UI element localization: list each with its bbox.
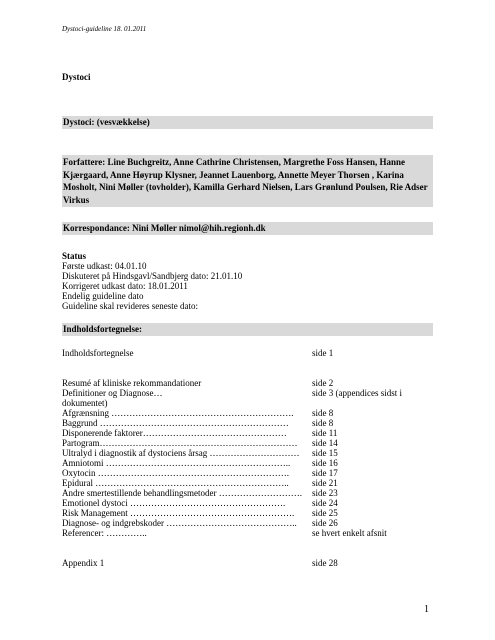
toc-row [62, 458, 433, 468]
toc-page: side 21 [312, 478, 338, 488]
toc-page: side 28 [312, 558, 338, 568]
toc-label: Disponerende faktorer………………………………………… [62, 428, 287, 438]
toc-row [62, 348, 433, 358]
toc-label: Resumé af kliniske rekommandationer [62, 378, 202, 388]
toc-label: Epidural ……………………………………………………….. [62, 478, 289, 488]
toc-label: Afgrænsning ……………………………………………………. [62, 408, 294, 418]
toc-row [62, 448, 433, 458]
toc-label: Baggrund ……………………………………………………… [62, 418, 289, 428]
toc-row [62, 438, 433, 448]
status-section [62, 251, 433, 311]
toc-page: side 8 [312, 418, 334, 428]
status-line: Diskuteret på Hindsgavl/Sandbjerg dato: 21.01.10 [62, 271, 243, 281]
toc-label: Partogram………………………………………………………… [62, 438, 298, 448]
toc-label: Amniotomi …………………………………………………….. [62, 458, 291, 468]
page-number: 1 [424, 604, 429, 615]
status-line: Første udkast: 04.01.10 [62, 261, 147, 271]
toc-row [62, 418, 433, 428]
toc-label: Oxytocin ………………………………………………………. [62, 468, 289, 478]
subtitle-bar: Dystoci: (vesvækkelse) [62, 116, 433, 129]
toc-label: Indholdsfortegnelse [62, 348, 134, 358]
toc-page: side 8 [312, 408, 334, 418]
correspondence-bar: Korrespondance: Nini Møller nimol@hih.regionh.dk [62, 222, 433, 235]
toc-page: side 25 [312, 508, 338, 518]
toc-row [62, 488, 433, 498]
toc-row [62, 528, 433, 538]
toc-row [62, 428, 433, 438]
toc-page: side 15 [312, 448, 338, 458]
toc-row [62, 508, 433, 518]
running-header: Dystoci-guideline 18. 01.2011 [62, 25, 147, 33]
toc-row [62, 478, 433, 488]
toc-page: side 2 [312, 378, 334, 388]
toc-page: side 17 [312, 468, 338, 478]
toc-row [62, 498, 433, 508]
toc-label: Ultralyd i diagnostik af dystociens årsag ………………………… [62, 448, 300, 458]
status-line: Guideline skal revideres seneste dato: [62, 301, 198, 311]
toc-page: side 23 [312, 488, 338, 498]
toc-row [62, 468, 433, 478]
toc-label: Emotionel dystoci ……………………………………………. [62, 498, 286, 508]
toc-label: Risk Management ………………………………………………. [62, 508, 295, 518]
status-heading: Status [62, 251, 87, 261]
toc-label: Andre smertestillende behandlingsmetoder ………………………. [62, 488, 302, 498]
toc-label: Appendix 1 [62, 558, 105, 568]
toc-page: side 16 [312, 458, 338, 468]
toc-row [62, 378, 433, 388]
toc-row-appendix [62, 558, 433, 568]
toc-page: se hvert enkelt afsnit [312, 528, 387, 538]
toc-page: side 11 [312, 428, 338, 438]
toc-page: side 14 [312, 438, 338, 448]
document-title: Dystoci [62, 72, 91, 82]
toc-label: dokumentet) [62, 398, 108, 408]
toc-page: side 24 [312, 498, 338, 508]
status-line: Korrigeret udkast dato: 18.01.2011 [62, 281, 188, 291]
toc-label: Diagnose- og indgrebskoder …………………………………….. [62, 518, 297, 528]
toc-row-continuation [62, 398, 433, 408]
toc-page: side 1 [312, 348, 334, 358]
status-line: Endelig guideline dato [62, 291, 144, 301]
toc-label: Referencer: ………….. [62, 528, 147, 538]
toc-page: side 3 (appendices sidst i [312, 388, 402, 398]
toc-bar: Indholdsfortegnelse: [62, 323, 433, 336]
toc-row [62, 408, 433, 418]
authors-bar: Forfattere: Line Buchgreitz, Anne Cathrine Christensen, Margrethe Foss Hansen, Hanne Kjærgaard, Anne Høyrup Klysner, Jeannet Lauenborg, Annette Meyer Thorsen , Karina Mosholt, Nini Møller (tovholder), Kamilla Gerhard Nielsen, Lars Grønlund Poulsen, Rie Adser Virkus [62, 155, 433, 207]
toc-row [62, 388, 433, 398]
toc-row [62, 518, 433, 528]
toc-label: Definitioner og Diagnose… [62, 388, 163, 398]
toc-page: side 26 [312, 518, 338, 528]
